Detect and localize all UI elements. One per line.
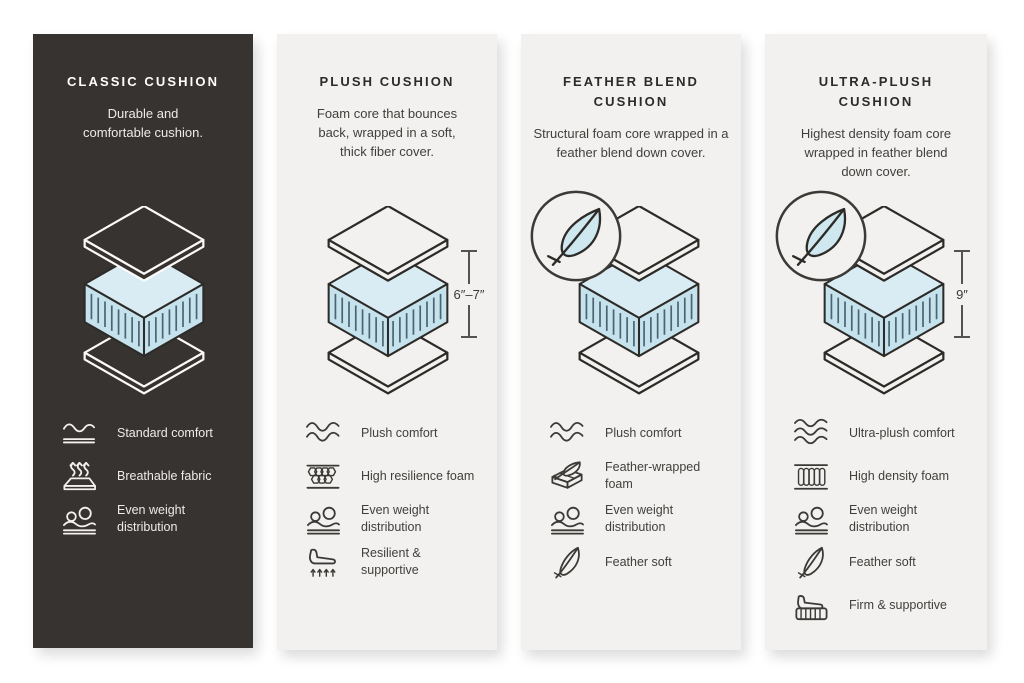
card-ultra-plush-cushion (765, 34, 987, 650)
feature-label: Even weight distribution (605, 503, 674, 534)
dimension-line (961, 305, 963, 337)
column-description: Foam core that bounces back, wrapped in a soft, thick fiber cover. (316, 106, 458, 159)
height-dimension (940, 250, 984, 338)
column-title: CLASSIC CUSHION (66, 74, 220, 89)
cushion-diagram (531, 198, 731, 400)
feature-label: High density foam (849, 468, 950, 483)
card-feather-blend-cushion (521, 34, 741, 650)
feature-row (791, 416, 979, 450)
cushion-diagram (43, 198, 243, 400)
feature-label: Breathable fabric (117, 468, 212, 483)
feather-badge-icon (773, 188, 869, 284)
person-mattress-icon (791, 588, 831, 622)
feature-label: Even weight distribution (361, 503, 430, 534)
dimension-cap (461, 336, 477, 338)
feature-label: Plush comfort (605, 425, 682, 440)
honeycomb-foam-icon (303, 459, 343, 493)
feature-list (33, 400, 253, 545)
feature-row (791, 459, 979, 493)
weight-distribution-icon (791, 502, 831, 536)
column-description: Durable and comfortable cushion. (83, 106, 203, 140)
wave-icon (59, 416, 99, 450)
feather-icon (547, 545, 587, 579)
coil-foam-icon (791, 459, 831, 493)
card-plush-cushion (277, 34, 497, 650)
feather-icon (791, 545, 831, 579)
feature-row (791, 502, 979, 536)
dimension-line (961, 252, 963, 284)
feature-row (791, 588, 979, 622)
card-header (306, 72, 468, 198)
feature-label: Resilient & supportive (361, 546, 421, 577)
feature-row (791, 545, 979, 579)
dimension-line (468, 305, 470, 337)
feature-row (547, 459, 733, 493)
height-dimension (447, 250, 491, 338)
feature-label: Even weight distribution (117, 503, 186, 534)
feather-badge-icon (528, 188, 624, 284)
dimension-cap (954, 336, 970, 338)
card-header (67, 72, 219, 198)
column-title: FEATHER BLEND CUSHION (562, 74, 700, 110)
feature-row (59, 416, 245, 450)
dimension-line (468, 252, 470, 284)
feature-label: Even weight distribution (849, 503, 918, 534)
feature-list (765, 400, 987, 631)
cushion-diagram (287, 198, 487, 400)
feature-label: Ultra-plush comfort (849, 425, 955, 440)
column-description: Highest density foam core wrapped in feather blend down cover. (800, 126, 952, 179)
height-measurement-label: 6″–7″ (453, 286, 485, 302)
feature-row (303, 416, 489, 450)
feature-row (303, 502, 489, 536)
waves3-icon (791, 416, 831, 450)
column-title: PLUSH CUSHION (319, 74, 455, 89)
feature-row (547, 416, 733, 450)
feature-row (59, 459, 245, 493)
weight-distribution-icon (59, 502, 99, 536)
person-arrows-icon (303, 545, 343, 579)
cushion-diagram (776, 198, 976, 400)
feature-row (303, 459, 489, 493)
card-classic-cushion (33, 34, 253, 648)
weight-distribution-icon (547, 502, 587, 536)
feature-row (547, 545, 733, 579)
feature-label: Standard comfort (117, 425, 213, 440)
feature-label: High resilience foam (361, 468, 475, 483)
feature-row (303, 545, 489, 579)
feature-label: Feather-wrapped foam (605, 460, 701, 491)
feature-label: Feather soft (849, 554, 916, 569)
waves-icon (547, 416, 587, 450)
card-header (785, 72, 967, 198)
column-description: Structural foam core wrapped in a feather blend down cover. (533, 126, 729, 161)
feature-label: Plush comfort (361, 425, 438, 440)
height-measurement-label: 9″ (956, 286, 968, 302)
feature-row (547, 502, 733, 536)
card-header (531, 72, 731, 198)
column-title: ULTRA-PLUSH CUSHION (818, 74, 934, 110)
breathable-icon (59, 459, 99, 493)
feature-list (521, 400, 741, 588)
feature-row (59, 502, 245, 536)
waves-icon (303, 416, 343, 450)
feature-list (277, 400, 497, 588)
cushion-layers-icon (59, 206, 229, 401)
weight-distribution-icon (303, 502, 343, 536)
feature-label: Firm & supportive (849, 597, 947, 612)
feather-foam-icon (547, 459, 587, 493)
feature-label: Feather soft (605, 554, 672, 569)
